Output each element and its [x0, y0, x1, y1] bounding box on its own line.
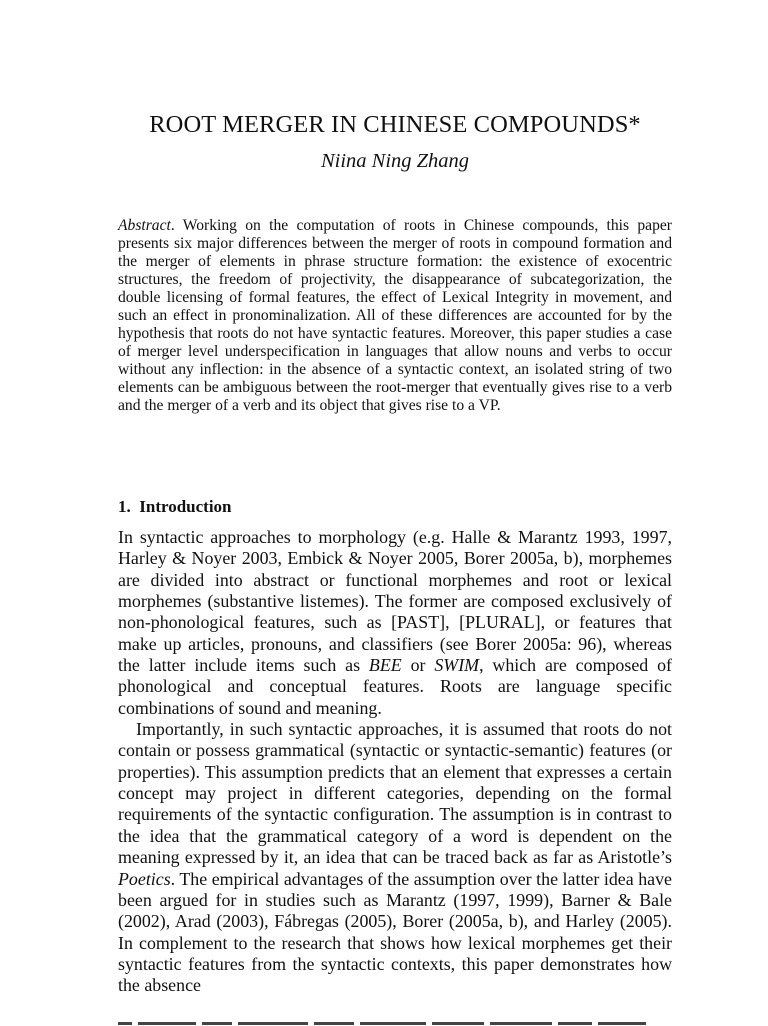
section-number: 1. — [118, 497, 131, 516]
paragraph-1-text-c: , which are composed of phonological and conceptual features. Roots are language specific combinations of sound and meaning. — [118, 655, 672, 718]
paragraph-1 — [118, 527, 672, 719]
paragraph-2-text-a: Importantly, in such syntactic approaches, it is assumed that roots do not contain or possess grammatical (syntactic or syntactic-semantic) features (or properties). This assumption predicts that an element that expresses a certain concept may project in different categories, depending on the formal requirements of the syntactic configuration. The assumption is in contrast to the idea that the grammatical category of a word is dependent on the meaning expressed by it, an idea that can be traced back as far as Aristotle’s — [118, 719, 672, 868]
paragraph-2 — [118, 719, 672, 996]
paper-page — [118, 0, 672, 1024]
section-heading — [118, 497, 232, 517]
abstract-label: Abstract — [118, 217, 171, 234]
paragraph-2-text-b: . The empirical advantages of the assumption over the latter idea have been argued for in studies such as Marantz (1997, 1999), Barner & Bale (2002), Arad (2003), Fábregas (2005), Borer (2005a, b), and Harley (2005). In complement to the research that shows how lexical morphemes get their syntactic features from the syntactic contexts, this paper demonstrates how the absence — [118, 868, 672, 996]
paragraph-1-text-a: In syntactic approaches to morphology (e.g. Halle & Marantz 1993, 1997, Harley & Noyer 2003, Embick & Noyer 2005, Borer 2005a, b), morphemes are divided into abstract or functional morphemes and root or lexical morphemes (substantive listemes). The former are composed exclusively of non-phonological features, such as [PAST], [PLURAL], or features that make up articles, pronouns, and classifiers (see Borer 2005a: 96), whereas the latter include items such as — [118, 527, 672, 676]
section-title: Introduction — [139, 497, 232, 516]
root-example-swim: SWIM — [434, 655, 480, 676]
root-example-bee: BEE — [368, 655, 402, 676]
author-name: Niina Ning Zhang — [320, 150, 470, 172]
abstract-text: . Working on the computation of roots in Chinese compounds, this paper presents six major differences between the merger of roots in compound formation and the merger of elements in phrase structure formation: the existence of exocentric structures, the freedom of projectivity, the disappearance of subcategorization, the double licensing of formal features, the effect of Lexical Integrity in movement, and such an effect in pronominalization. All of these differences are accounted for by the hypothesis that roots do not have syntactic features. Moreover, this paper studies a case of merger level underspecification in languages that allow nouns and verbs to occur without any inflection: in the absence of a syntactic context, an isolated string of two elements can be ambiguous between the root-merger that eventually gives rise to a verb and the merger of a verb and its object that gives rise to a VP. — [118, 217, 672, 415]
body-text — [118, 527, 672, 997]
work-title-poetics: Poetics — [118, 868, 171, 889]
abstract — [118, 217, 672, 416]
paragraph-1-text-b: or — [401, 655, 435, 676]
paper-title: ROOT MERGER IN CHINESE COMPOUNDS* — [149, 111, 641, 138]
cut-off-footnote-line — [118, 1014, 672, 1026]
